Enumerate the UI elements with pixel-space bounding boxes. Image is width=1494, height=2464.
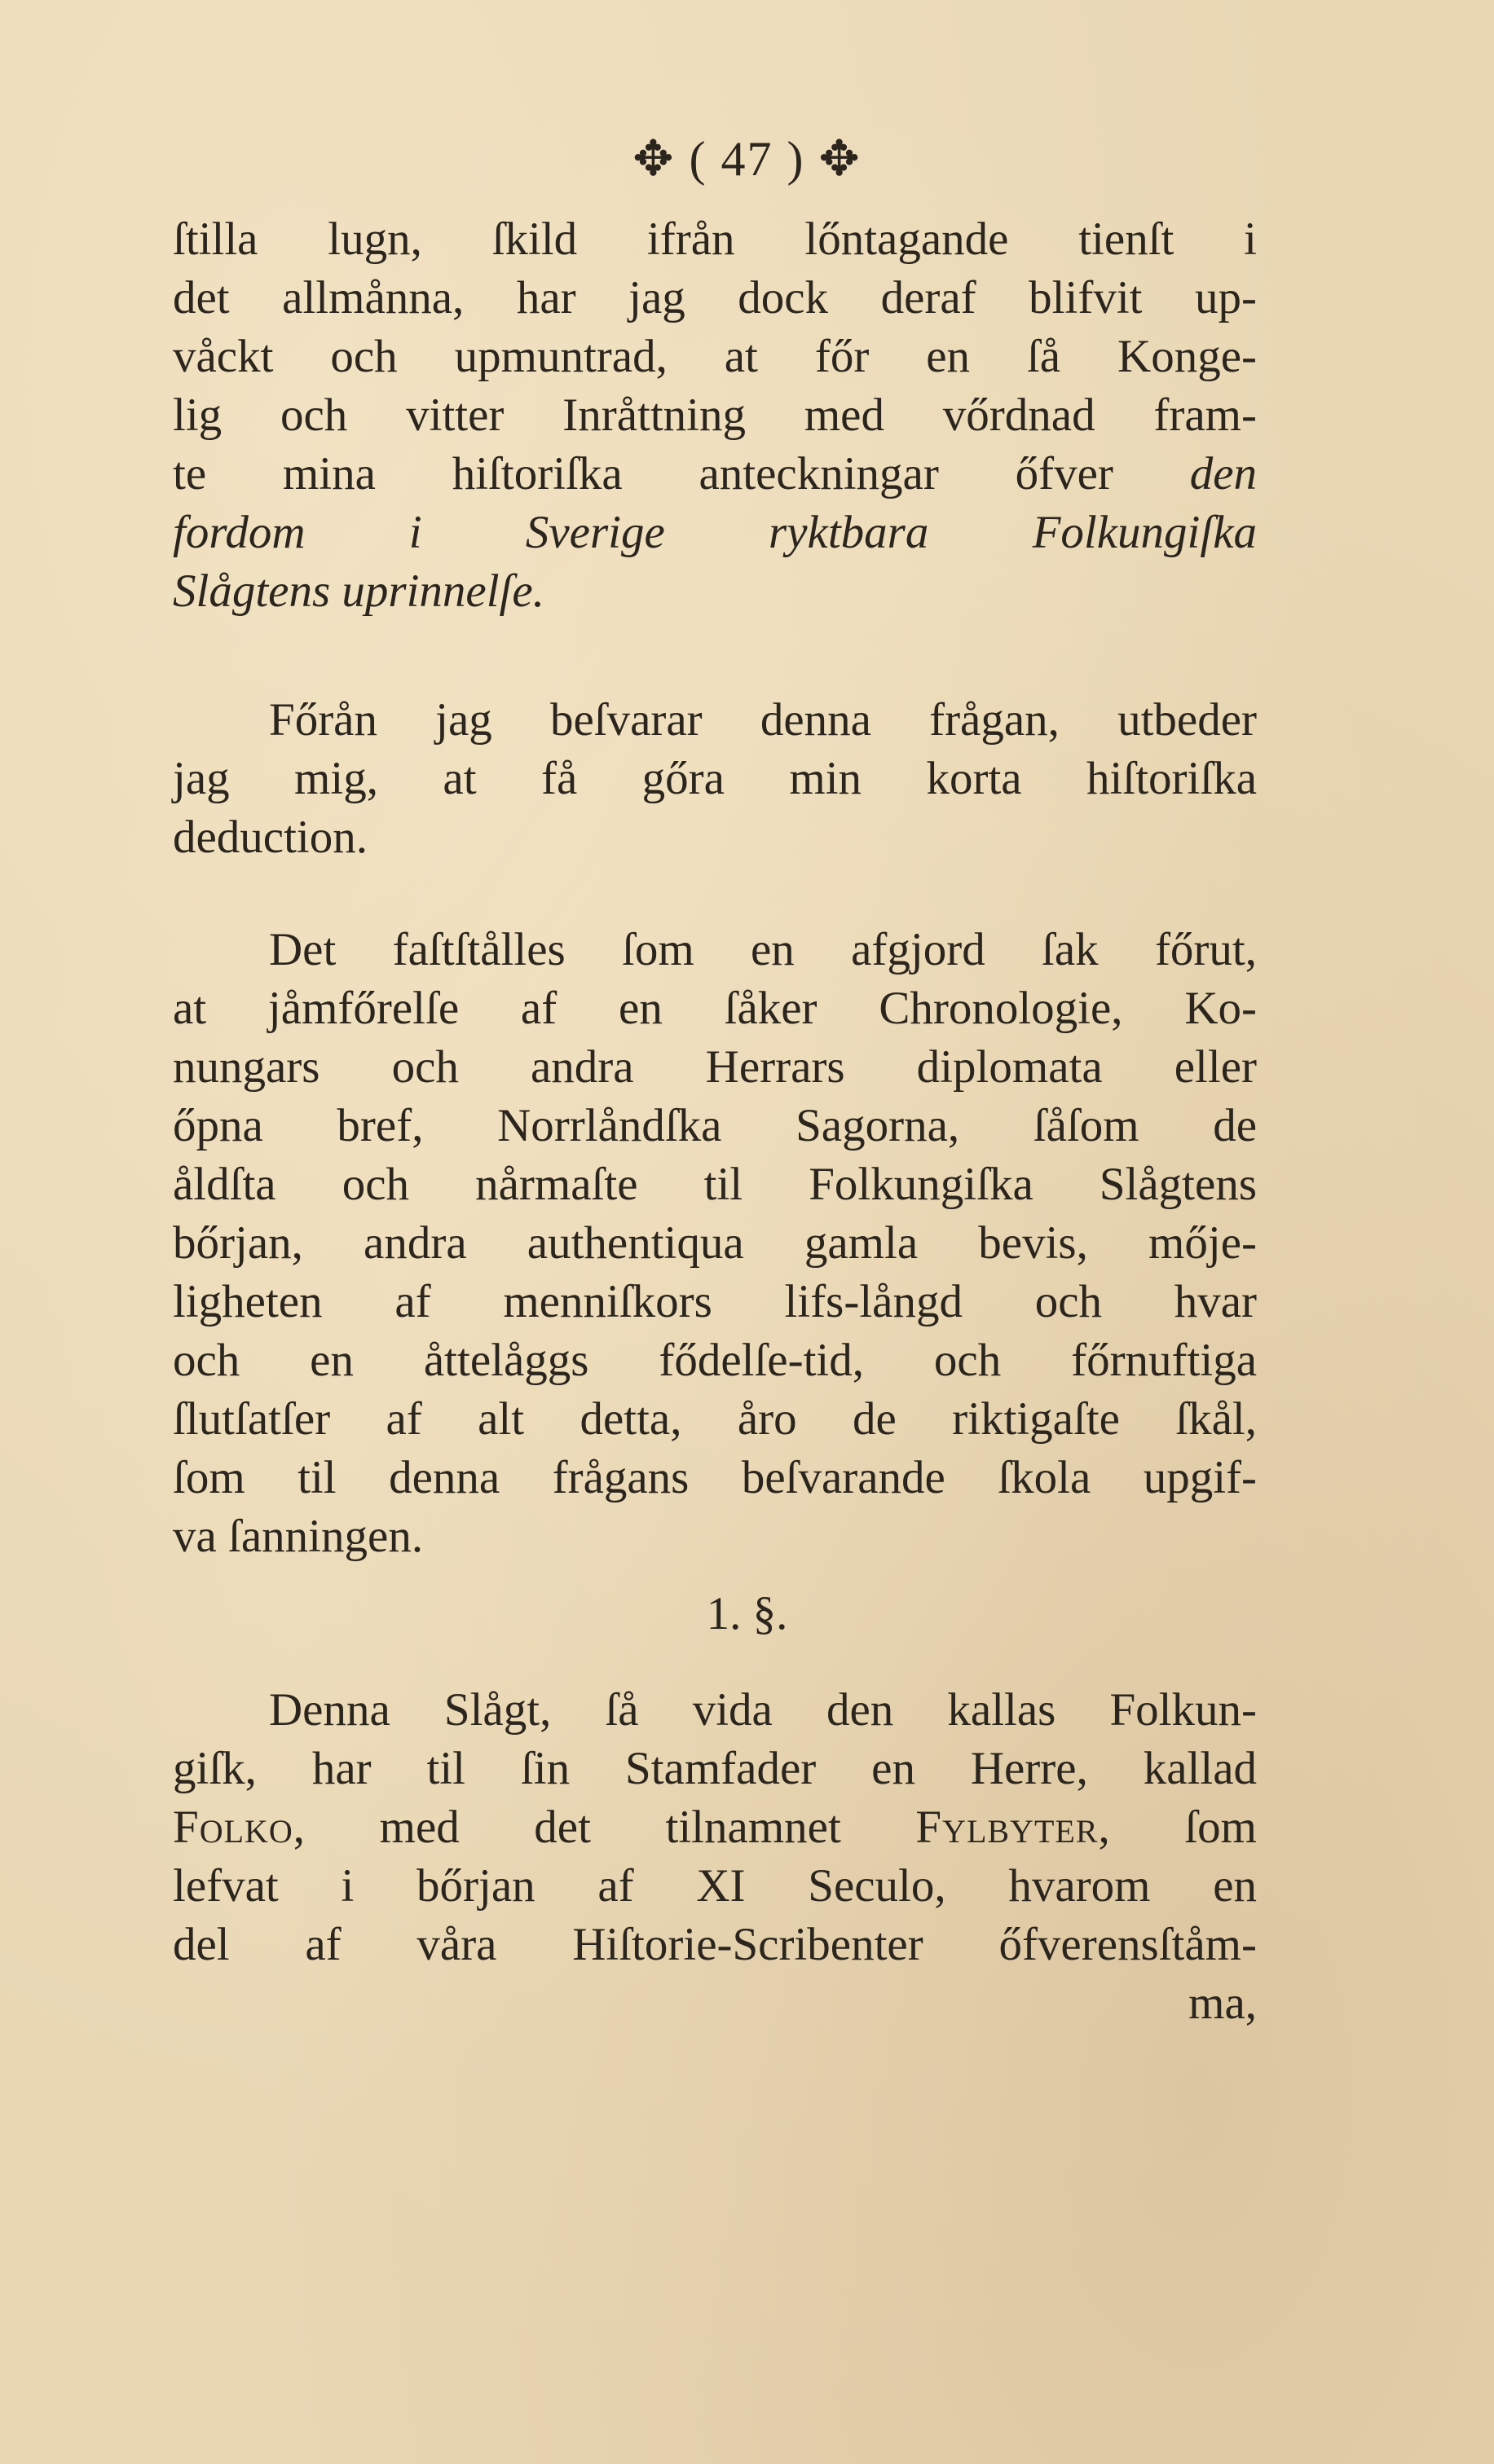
text-line: va ſanningen. [173,1511,424,1562]
text-line: lefvat i bőrjan af XI Seculo, hvarom en [173,1860,1257,1912]
text-line: ligheten af menniſkors lifs-långd och hvar [173,1276,1257,1327]
text-fragment: te mina hiſtoriſka anteckningar őfver [173,448,1190,499]
text-line: åldſta och nårmaſte til Folkungiſka Slågtens [173,1159,1257,1210]
paragraph-4 [173,1681,1257,2033]
text-line: våckt och upmuntrad, at főr en ſå Konge- [173,331,1257,382]
text-fragment: , med det tilnamnet [293,1802,916,1853]
text-line: giſk, har til ſin Stamfader en Herre, kallad [173,1743,1257,1794]
name-fylbyter: Fylbyter [915,1802,1099,1853]
text-line: bőrjan, andra authentiqua gamla bevis, mője- [173,1217,1257,1269]
text-line: lig och vitter Inråttning med vőrdnad fram- [173,389,1257,441]
name-folko: Folko [173,1802,293,1853]
text-line: őpna bref, Norrlåndſka Sagorna, ſåſom de [173,1100,1257,1151]
text-fragment: , ſom [1098,1802,1257,1853]
text-line: Denna Slågt, ſå vida den kallas Folkun- [269,1684,1257,1736]
text-line: jag mig, at få gőra min korta hiſtoriſka [173,753,1257,804]
text-line: Főrån jag beſvarar denna frågan, utbeder [269,694,1257,746]
section-heading: 1. §. [706,1588,788,1639]
text-line: at jåmfőrelſe af en ſåker Chronologie, Ko- [173,983,1257,1034]
italic-line: fordom i Sverige ryktbara Folkungiſka [173,507,1257,558]
italic-fragment: den [1189,448,1257,499]
page-number: ✥ ( 47 ) ✥ [632,132,862,186]
text-line: Det faſtſtålles ſom en afgjord ſak főrut, [269,924,1257,975]
catchword: ma, [1188,1978,1257,2029]
text-line: och en åttelåggs fődelſe-tid, och főrnuftiga [173,1335,1257,1386]
text-line: deduction. [173,812,368,863]
paragraph-3 [173,921,1257,1566]
text-line [173,1798,1257,1857]
paragraph-1 [173,210,1257,621]
text-line: ſlutſatſer af alt detta, åro de riktigaſte ſkål, [173,1393,1257,1445]
text-line: ſom til denna frågans beſvarande ſkola upgif- [173,1452,1257,1503]
text-line: ſtilla lugn, ſkild ifrån lőntagande tienſt i [173,213,1257,265]
italic-line: Slågtens uprinnelſe. [173,565,544,617]
text-line: det allmånna, har jag dock deraf blifvit up- [173,272,1257,323]
text-line: del af våra Hiſtorie-Scribenter őfverensſtåm- [173,1919,1257,1970]
paragraph-2 [173,691,1257,867]
text-line: nungars och andra Herrars diplomata eller [173,1041,1257,1093]
text-line [173,445,1257,504]
